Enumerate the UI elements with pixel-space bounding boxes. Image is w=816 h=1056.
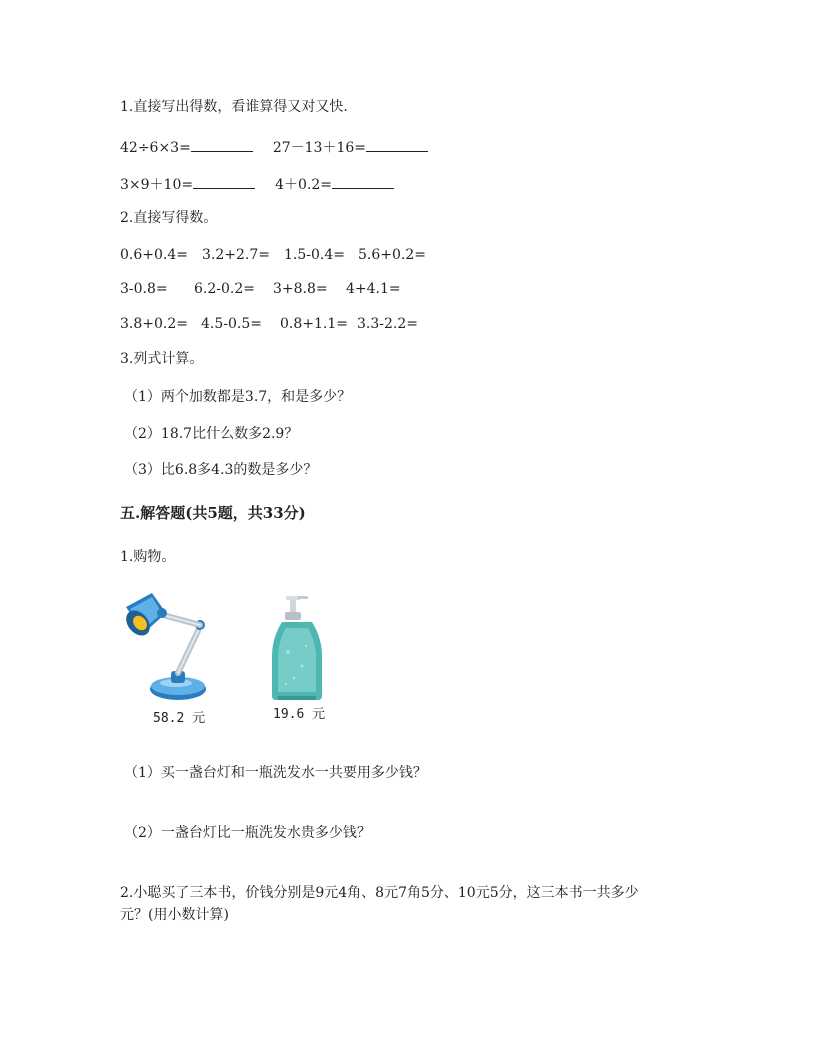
q5-1-title: 1.购物。 <box>120 549 176 565</box>
expr: 4+4.1= <box>346 281 401 297</box>
expr: 3.2+2.7= <box>202 247 270 263</box>
expr: 3.3-2.2= <box>357 316 418 332</box>
expr: 5.6+0.2= <box>358 247 426 263</box>
expr: 3+8.8= <box>273 281 328 297</box>
q5-1-item-2: （2）一盏台灯比一瓶洗发水贵多少钱？ <box>124 825 371 841</box>
expr: 0.6+0.4= <box>120 247 188 263</box>
expr: 4＋0.2= <box>275 177 332 193</box>
expr: 27－13＋16= <box>272 140 367 156</box>
expr: 0.8+1.1= <box>280 316 348 332</box>
q3-item-2: （2）18.7比什么数多2.9？ <box>124 426 299 442</box>
expr: 3×9＋10= <box>120 177 194 193</box>
lamp-price: 58.2 元 <box>153 711 206 726</box>
expr: 42÷6×3= <box>120 140 191 156</box>
q1-row-2 <box>120 174 394 194</box>
answer-blank[interactable] <box>191 137 253 152</box>
expr: 6.2-0.2= <box>194 281 255 297</box>
shampoo-price: 19.6 元 <box>273 707 326 722</box>
q5-2-line-2: 元？(用小数计算) <box>120 907 229 923</box>
q2-row-3 <box>120 315 418 333</box>
q5-1-item-1: （1）买一盏台灯和一瓶洗发水一共要用多少钱？ <box>124 765 427 781</box>
q3-item-3: （3）比6.8多4.3的数是多少？ <box>124 462 318 478</box>
answer-blank[interactable] <box>193 174 255 189</box>
q1-title: 1.直接写出得数，看谁算得又对又快. <box>120 99 348 115</box>
expr: 3.8+0.2= <box>120 316 188 332</box>
expr: 3-0.8= <box>120 281 168 297</box>
shampoo-bottle-image <box>268 592 326 704</box>
q3-item-1: （1）两个加数都是3.7，和是多少？ <box>124 389 352 405</box>
q3-title: 3.列式计算。 <box>120 351 204 367</box>
q2-title: 2.直接写得数。 <box>120 210 218 226</box>
q1-row-1 <box>120 137 428 157</box>
q2-row-2 <box>120 280 401 298</box>
expr: 4.5-0.5= <box>201 316 262 332</box>
section-heading: 五.解答题(共5题，共33分) <box>120 504 306 522</box>
q2-row-1 <box>120 246 426 264</box>
desk-lamp-image <box>118 585 218 707</box>
answer-blank[interactable] <box>332 174 394 189</box>
expr: 1.5-0.4= <box>284 247 345 263</box>
q5-2-line-1: 2.小聪买了三本书，价钱分别是9元4角、8元7角5分、10元5分，这三本书一共多少 <box>120 885 639 901</box>
answer-blank[interactable] <box>366 137 428 152</box>
